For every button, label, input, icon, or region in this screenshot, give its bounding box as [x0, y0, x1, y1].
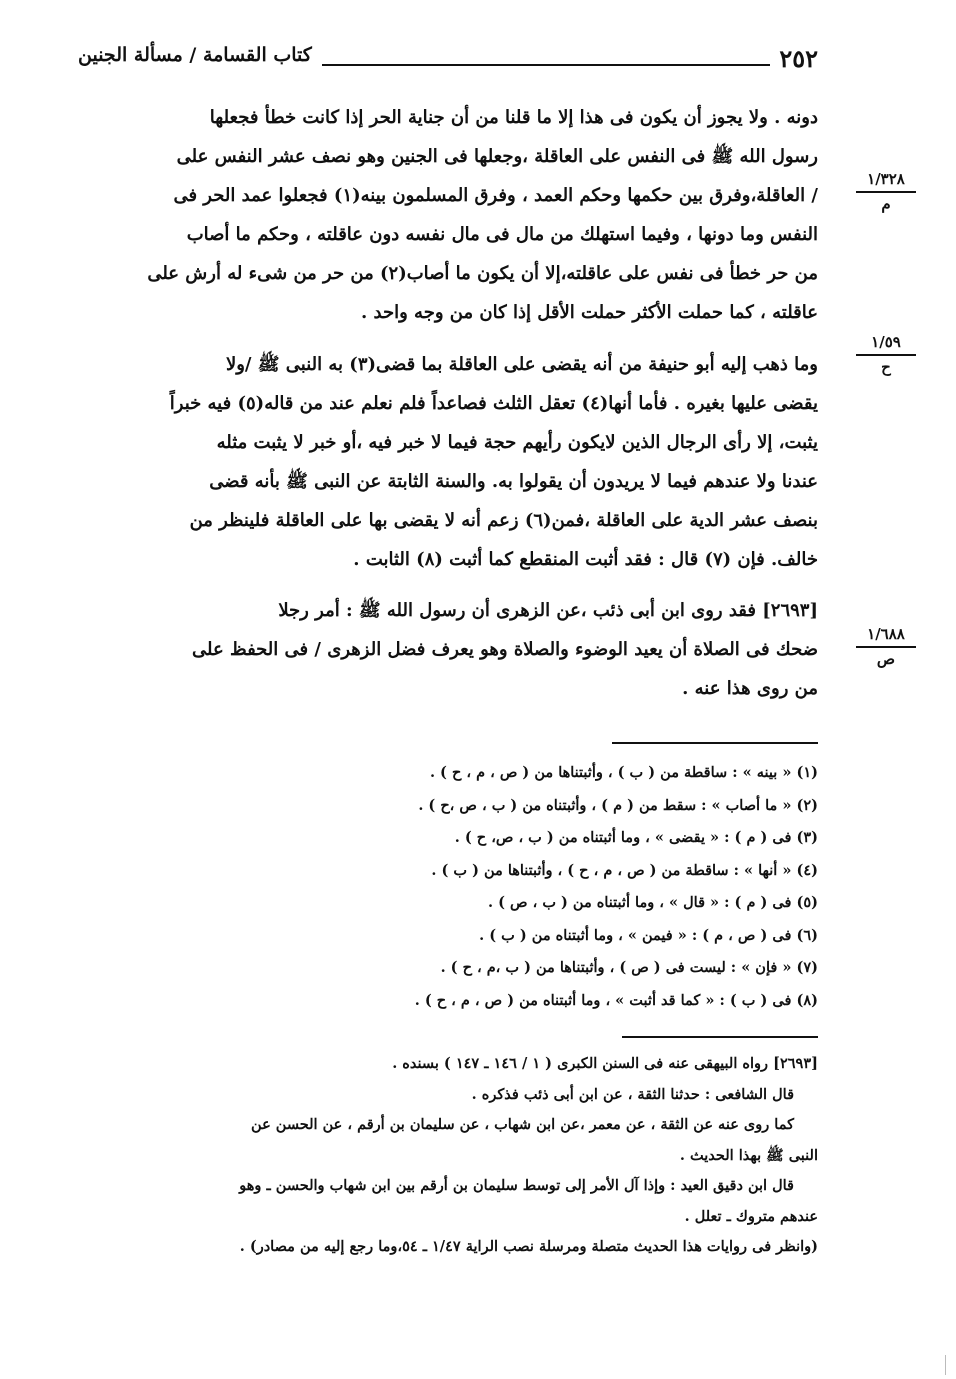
body-line: يقضى عليها بغيره . فأما أنها(٤) تعقل الثلث فصاعداً فلم نعلم عند من قاله(٥) فيه خبراً	[169, 393, 818, 414]
margin-ref-siglum: م	[881, 195, 891, 213]
body-line: يثبت، إلا رأى الرجال الذين لايكون رأيهم حجة فيما لا خبر فيه ،أو خبر لا يثبت مثله	[216, 432, 818, 453]
body-line: من حر خطأ فى نفس على عاقلته،إلا أن يكون ما أصاب(٢) من حر من شىء له أرش على	[147, 263, 818, 284]
footnote-item: (٤) « أنها » : ساقطة من ( ص ، م ، ح ) ، وأثبتناها من ( ب ) .	[431, 861, 818, 879]
body-line: عندنا ولا عندهم فيما لا يريدون أن يقولوا به. والسنة الثابتة عن النبى ﷺ بأنه قضى	[209, 471, 818, 492]
takhrij-line: عندهم متروك ـ تعلل .	[684, 1207, 818, 1225]
body-paragraph-2	[78, 345, 818, 579]
takhrij-line: كما روى عنه عن الثقة ، عن معمر ،عن ابن شهاب ، عن سليمان بن أرقم ، عن الحسن عن	[251, 1116, 794, 1133]
body-line: بنصف عشر الدية على العاقلة ،فمن(٦) زعم أنه لا يقضى بها على العاقلة فلينظر من	[189, 510, 818, 531]
margin-ref-m	[856, 170, 916, 213]
footnote-item: (٧) « فإن » : ليست فى ( ص ) ، وأثبتناها من ( ب ،م ، ح ) .	[440, 959, 818, 976]
body-line: [٢٦٩٣] فقد روى ابن أبى ذئب ،عن الزهرى أن رسول الله ﷺ : أمر رجلا	[278, 600, 818, 621]
running-title: كتاب القسامة / مسألة الجنين	[78, 44, 312, 66]
body-line: من روى هذا عنه .	[682, 678, 818, 699]
body-paragraph-1	[78, 98, 818, 332]
margin-ref-h	[856, 333, 916, 376]
body-line: وما ذهب إليه أبو حنيفة من أنه يقضى على العاقلة بما قضى(٣) به النبى ﷺ /ولا	[225, 354, 818, 375]
scan-edge-mark	[945, 1355, 946, 1375]
margin-ref-page: ١/٦٨٨	[856, 625, 916, 648]
footnote-item: (٢) « ما أصاب » : سقط من ( م ) ، وأثبتناه من ( ب ، ص ،ح ) .	[418, 796, 818, 814]
footnote-item: (٣) فى ( م ) : « يقضى » ، وما أثبتناه من ( ب ، ص، ح ) .	[454, 829, 818, 846]
footnote-item: (٥) فى ( م ) : « قال » ، وما أثبتناه من ( ب ، ص ) .	[488, 894, 818, 911]
body-line: ضحك فى الصلاة أن يعيد الوضوء والصلاة وهو يعرف فضل الزهرى / فى الحفظ على	[192, 639, 818, 660]
margin-ref-page: ١/٣٢٨	[856, 170, 916, 193]
footnote-item: (٦) فى ( ص ، م ) : « فيمن » ، وما أثبتناه من ( ب ) .	[479, 926, 818, 944]
footnote-separator	[612, 742, 818, 744]
takhrij-line: قال الشافعى : حدثنا الثقة ، عن ابن أبى ذئب فذكره .	[471, 1085, 794, 1103]
page-number: ٢٥٢	[779, 44, 818, 73]
header-rule	[322, 64, 770, 66]
margin-ref-siglum: ص	[876, 650, 896, 668]
margin-ref-siglum: ح	[881, 358, 891, 376]
body-line: دونه . ولا يجوز أن يكون فى هذا إلا ما قلنا من أن جناية الحر إذا كانت خطأ فجعلها	[209, 107, 818, 128]
footnote-item: (٨) فى ( ب ) : « كما قد أثبت » ، وما أثبتناه من ( ص ، م ، ح ) .	[414, 991, 818, 1009]
takhrij-line: [٢٦٩٣] رواه البيهقى عنه فى السنن الكبرى ( ١ / ١٤٦ ـ ١٤٧ ) بسنده .	[392, 1055, 818, 1072]
body-line: / العاقلة،وفرق بين حكمها وحكم العمد ، وفرق المسلمون بينه(١) فجعلوا عمد الحر فى	[173, 185, 818, 206]
body-line: خالف. فإن (٧) قال : فقد أثبت المنقطع كما أثبت (٨) الثابت .	[353, 549, 818, 570]
margin-ref-s	[856, 625, 916, 668]
takhrij-line: (وانظر فى روايات هذا الحديث متصلة ومرسلة نصب الراية ١/٤٧ ـ ٥٤،وما رجع إليه من مصادر) .	[239, 1238, 818, 1255]
takhrij-line: قال ابن دقيق العيد : وإذا آل الأمر إلى توسط سليمان بن أرقم بين ابن شهاب والحسن ـ وهو	[239, 1177, 794, 1194]
body-line: عاقلته ، كما حملت الأكثر حملت الأقل إذا كان من وجه واحد .	[360, 302, 818, 323]
footnotes-list	[118, 757, 818, 1017]
margin-ref-page: ١/٥٩	[856, 333, 916, 356]
takhrij-notes	[78, 1049, 818, 1263]
footnote-item: (١) « بينه » : ساقطة من ( ب ) ، وأثبتناها من ( ص ، م ، ح ) .	[429, 764, 818, 781]
body-line: رسول الله ﷺ فى النفس على العاقلة ،وجعلها فى الجنين وهو نصف عشر النفس على	[176, 146, 818, 167]
body-line: النفس وما دونها ، وفيما استهلك من مال فى مال نفسه دون عاقلته ، وحكم ما أصاب	[186, 224, 818, 245]
takhrij-line: النبى ﷺ بهذا الحديث .	[679, 1146, 818, 1164]
hadith-paragraph	[78, 591, 818, 708]
takhrij-separator	[622, 1036, 818, 1038]
